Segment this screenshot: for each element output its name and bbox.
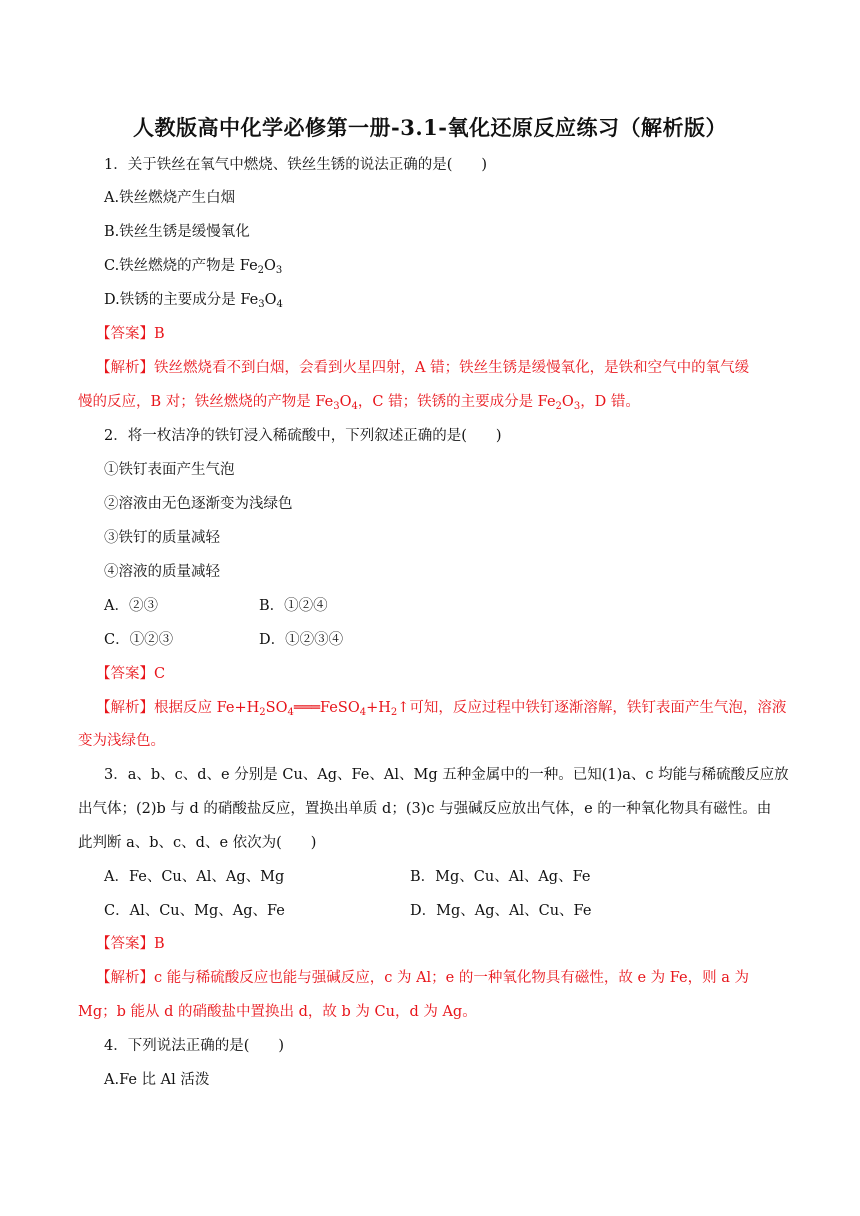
q3-stem-line3: 此判断 a、b、c、d、e 依次为( ) (78, 835, 317, 851)
q1-option-a: A.铁丝燃烧产生白烟 (104, 190, 236, 206)
q2-analysis-line2: 变为浅绿色。 (78, 733, 165, 749)
q2-option-d: D．①②③④ (259, 632, 344, 648)
q4-option-a: A.Fe 比 Al 活泼 (104, 1072, 210, 1088)
q3-stem-line2: 出气体；(2)b 与 d 的硝酸盐反应，置换出单质 d；(3)c 与强碱反应放出气体，e 的一种氧化物具有磁性。由 (78, 801, 772, 817)
q3-stem-line1: 3．a、b、c、d、e 分别是 Cu、Ag、Fe、Al、Mg 五种金属中的一种。已知(1)a、c 均能与稀硫酸反应放 (104, 767, 789, 783)
q3-option-b: B．Mg、Cu、Al、Ag、Fe (410, 869, 591, 885)
q2-option-b: B．①②④ (259, 598, 328, 614)
q2-statement-4: ④溶液的质量减轻 (104, 564, 220, 580)
q1-analysis-line2: 慢的反应，B 对；铁丝燃烧的产物是 $Fe_3O_4$，C 错；铁锈的主要成分是 $Fe_2O_3$，D 错。 (78, 394, 640, 412)
q3-answer: 【答案】B (96, 936, 165, 952)
q4-stem: 4．下列说法正确的是( ) (104, 1038, 285, 1054)
q2-stem: 2．将一枚洁净的铁钉浸入稀硫酸中，下列叙述正确的是( ) (104, 428, 502, 444)
q1-stem: 1．关于铁丝在氧气中燃烧、铁丝生锈的说法正确的是( ) (104, 157, 488, 173)
q2-analysis-line1: 【解析】根据反应 $Fe+H_2SO_4═══FeSO_4+H_2↑$可知，反应过程中铁钉逐渐溶解，铁钉表面产生气泡，溶液 (96, 700, 787, 718)
q3-analysis-line2: Mg；b 能从 d 的硝酸盐中置换出 d，故 b 为 Cu，d 为 Ag。 (78, 1004, 477, 1020)
q1-option-c: C.铁丝燃烧的产物是 $Fe_2O_3$ (104, 258, 283, 276)
q3-option-a: A．Fe、Cu、Al、Ag、Mg (104, 869, 285, 885)
q1-analysis-line1: 【解析】铁丝燃烧看不到白烟，会看到火星四射，A 错；铁丝生锈是缓慢氧化，是铁和空气中的氧气缓 (96, 360, 750, 376)
q3-analysis-line1: 【解析】c 能与稀硫酸反应也能与强碱反应，c 为 Al；e 的一种氧化物具有磁性，故 e 为 Fe，则 a 为 (96, 970, 749, 986)
q2-statement-2: ②溶液由无色逐渐变为浅绿色 (104, 496, 293, 512)
q3-option-c: C．Al、Cu、Mg、Ag、Fe (104, 903, 285, 919)
q2-option-a: A．②③ (104, 598, 158, 614)
q1-option-d: D.铁锈的主要成分是 $Fe_3O_4$ (104, 292, 283, 310)
q3-option-d: D．Mg、Ag、Al、Cu、Fe (410, 903, 592, 919)
q1-option-b: B.铁丝生锈是缓慢氧化 (104, 224, 250, 240)
page-title: 人教版高中化学必修第一册-3.1-氧化还原反应练习（解析版） (133, 115, 727, 140)
q1-answer: 【答案】B (96, 326, 165, 342)
q2-statement-1: ①铁钉表面产生气泡 (104, 462, 235, 478)
q2-option-c: C．①②③ (104, 632, 174, 648)
q2-statement-3: ③铁钉的质量减轻 (104, 530, 220, 546)
q2-answer: 【答案】C (96, 666, 166, 682)
